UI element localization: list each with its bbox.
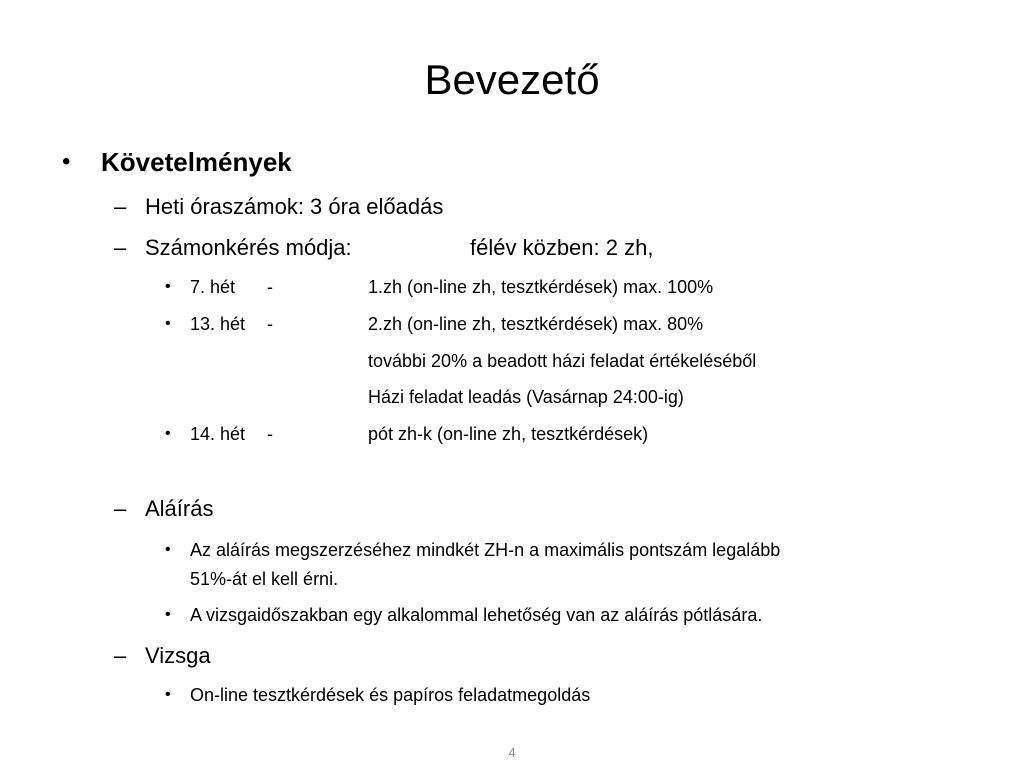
dash-icon: – [114,496,127,521]
dash-icon: – [114,235,127,260]
page-number: 4 [508,745,516,760]
zh-description: 2.zh (on-line zh, tesztkérdések) max. 80% [368,314,704,334]
sub-bullet-icon: • [165,425,171,442]
exam-heading: Vizsga [145,643,211,668]
exam-format-text: On-line tesztkérdések és papíros feladatmegoldás [190,685,591,705]
dash-icon: – [114,194,127,219]
zh-description: pót zh-k (on-line zh, tesztkérdések) [368,424,649,444]
bullet-icon: • [62,148,71,175]
zh-separator: - [267,277,273,297]
sub-bullet-icon: • [165,541,171,558]
assessment-label: Számonkérés módja: [145,235,352,260]
signature-requirement-line1: Az aláírás megszerzéséhez mindkét ZH-n a maximális pontszám legalább [190,540,781,560]
requirements-heading: Követelmények [101,147,292,177]
zh-description: 1.zh (on-line zh, tesztkérdések) max. 100% [368,277,714,297]
zh-week: 14. hét [190,424,246,444]
sub-bullet-icon: • [165,606,171,623]
zh-extra-note: Házi feladat leadás (Vasárnap 24:00-ig) [368,387,684,407]
sub-bullet-icon: • [165,278,171,295]
dash-icon: – [114,643,127,668]
assessment-value: félév közben: 2 zh, [470,235,654,260]
zh-extra-note: további 20% a beadott házi feladat értékeléséből [368,351,757,371]
signature-makeup-text: A vizsgaidőszakban egy alkalommal lehetőség van az aláírás pótlására. [190,605,763,625]
weekly-hours-text: Heti óraszámok: 3 óra előadás [145,194,444,219]
zh-separator: - [267,424,273,444]
zh-week: 13. hét [190,314,246,334]
zh-week: 7. hét [190,277,236,297]
signature-heading: Aláírás [145,496,214,521]
signature-requirement-line2: 51%-át el kell érni. [190,569,339,589]
zh-separator: - [267,314,273,334]
slide-title: Bevezető [424,56,600,103]
sub-bullet-icon: • [165,315,171,332]
sub-bullet-icon: • [165,686,171,703]
